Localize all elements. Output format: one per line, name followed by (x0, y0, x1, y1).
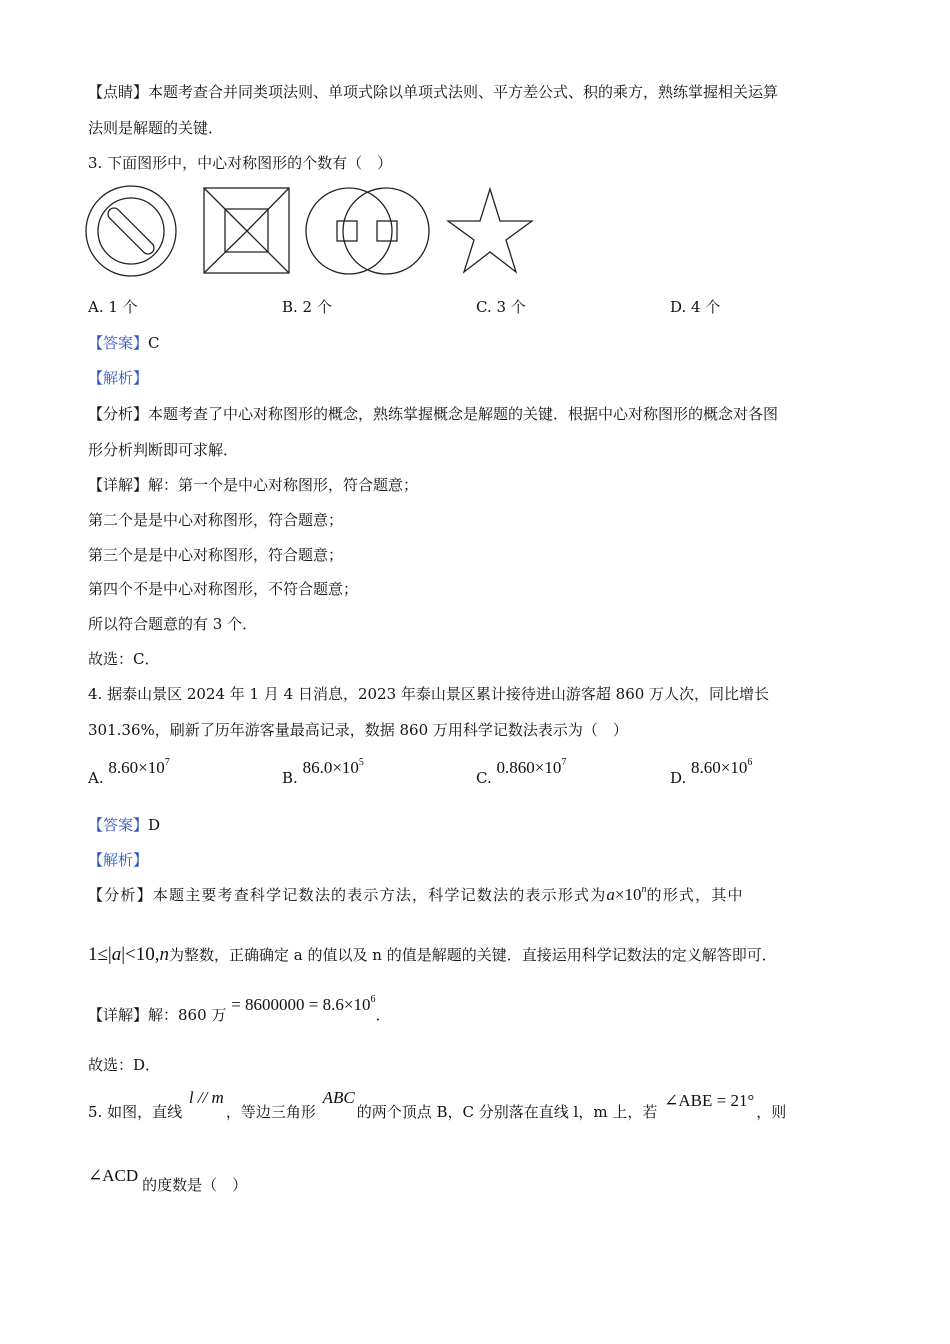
stem-text: 的度数是（ ） (142, 1176, 248, 1194)
answer-value: C (148, 334, 160, 352)
fenxi-tag: 【分析】 (88, 886, 153, 904)
xiangjie-text: 解：860 万 (148, 1006, 227, 1024)
q4-fenxi-line-2 (88, 945, 777, 965)
math-base: = 8600000 = 8.6×10 (231, 995, 371, 1014)
q3-option-b: B. 2 个 (282, 298, 332, 316)
math-exponent: 5 (358, 757, 364, 768)
fenxi-text-end: 的形式，其中 (646, 886, 744, 904)
q4-jiexi-tag: 【解析】 (88, 851, 149, 869)
answer-value: D (148, 816, 161, 834)
xiangjie-end: ． (375, 1006, 391, 1024)
option-label: D. (670, 769, 687, 787)
option-math (691, 758, 752, 777)
dianjing-line-2: 法则是解题的关键． (88, 119, 224, 137)
q4-stem-line-2: 301.36%，刷新了历年游客量最高记录，数据 860 万用科学记数法表示为（ ） (88, 721, 628, 739)
math-exponent: 6 (370, 994, 376, 1005)
q3-option-a: A. 1 个 (88, 298, 138, 316)
math-exponent: 7 (164, 757, 170, 768)
math-part: |<10, (121, 944, 160, 965)
math-var-a: a (111, 944, 122, 965)
stem-text: ，等边三角形 (225, 1103, 316, 1121)
q3-answer (88, 333, 160, 353)
figure-square-pinwheel (204, 188, 289, 273)
math-base: 8.60×10 (691, 758, 748, 777)
xiangjie-math (231, 995, 375, 1014)
q3-option-d: D. 4 个 (670, 298, 721, 316)
q4-answer (88, 815, 160, 835)
math-var-n: n (159, 944, 170, 965)
math-base: 8.60×10 (108, 758, 165, 777)
q4-stem-line-1: 4. 据泰山景区 2024 年 1 月 4 日消息，2023 年泰山景区累计接待进山游客超 860 万人次，同比增长 (88, 685, 770, 703)
q3-line-6: 故选：C． (88, 650, 160, 668)
option-math (497, 758, 567, 777)
xiangjie-tag: 【详解】 (88, 476, 149, 494)
q5-stem-line-1 (88, 1088, 787, 1122)
fenxi-text: 本题考查了中心对称图形的概念，熟练掌握概念是解题的关键．根据中心对称图形的概念对各图 (148, 405, 779, 423)
math-exponent: 6 (747, 757, 753, 768)
fenxi-math-inequality (88, 944, 169, 965)
option-math (108, 758, 169, 777)
q3-option-c: C. 3 个 (476, 298, 526, 316)
option-label: C. (476, 769, 492, 787)
answer-tag: 【答案】 (88, 816, 149, 834)
math-part: 1≤| (88, 944, 112, 965)
stem-math-angle-acd: ∠ACD (88, 1166, 139, 1185)
stem-math-parallel: l // m (188, 1088, 224, 1107)
figure-interlocking-rings (306, 188, 429, 274)
fenxi-text: 本题主要考查科学记数法的表示方法，科学记数法的表示形式为 (152, 886, 607, 904)
fenxi-math (606, 885, 646, 904)
xiangjie-text: 解：第一个是中心对称图形，符合题意； (148, 476, 419, 494)
math-exponent: 7 (561, 757, 567, 768)
stem-text: 的两个顶点 B，C 分别落在直线 l，m 上，若 (356, 1103, 658, 1121)
q3-line-3: 第三个是是中心对称图形，符合题意； (88, 546, 344, 564)
q4-option-a (88, 757, 170, 787)
q3-jiexi-tag: 【解析】 (88, 369, 149, 387)
math-var-a: a (606, 885, 615, 904)
math-base: 0.860×10 (496, 758, 562, 777)
option-label: B. (282, 769, 298, 787)
q3-fenxi-line-2: 形分析判断即可求解． (88, 441, 239, 459)
fenxi-tag: 【分析】 (88, 405, 149, 423)
q4-option-b (282, 757, 364, 787)
stem-text: 5. 如图，直线 (88, 1103, 183, 1121)
answer-tag: 【答案】 (88, 334, 149, 352)
stem-math-triangle: ABC (322, 1088, 355, 1107)
math-base: 86.0×10 (302, 758, 359, 777)
stem-text: ，则 (756, 1103, 787, 1121)
figure-circle-with-bar (86, 186, 176, 276)
q3-line-5: 所以符合题意的有 3 个． (88, 615, 258, 633)
stem-math-angle: ∠ABE = 21° (664, 1091, 755, 1110)
dianjing-line-1 (88, 82, 778, 102)
math-times-ten: ×10 (614, 885, 642, 904)
q4-option-d (670, 757, 753, 787)
math-exponent-n: n (641, 884, 647, 895)
dianjing-tag: 【点睛】 (88, 83, 149, 101)
xiangjie-tag: 【详解】 (88, 1006, 149, 1024)
q3-stem: 3. 下面图形中，中心对称图形的个数有（ ） (88, 154, 393, 172)
q4-guxuan: 故选：D． (88, 1056, 161, 1074)
q3-figures (84, 185, 544, 277)
q3-line-2: 第二个是是中心对称图形，符合题意； (88, 511, 344, 529)
q3-line-4: 第四个不是中心对称图形，不符合题意； (88, 580, 359, 598)
q3-fenxi-line-1 (88, 404, 778, 424)
q4-option-c (476, 757, 567, 787)
figure-five-pointed-star (448, 189, 532, 272)
option-label: A. (88, 769, 104, 787)
q4-fenxi-line-1 (88, 885, 744, 905)
q3-xiangjie-line-1 (88, 475, 418, 495)
dianjing-text: 本题考查合并同类项法则、单项式除以单项式法则、平方差公式、积的乘方，熟练掌握相关运算 (148, 83, 779, 101)
q5-stem-line-2 (88, 1166, 248, 1195)
option-math (303, 758, 364, 777)
fenxi-text: 为整数，正确确定 a 的值以及 n 的值是解题的关键．直接运用科学记数法的定义解答即可． (169, 946, 777, 964)
